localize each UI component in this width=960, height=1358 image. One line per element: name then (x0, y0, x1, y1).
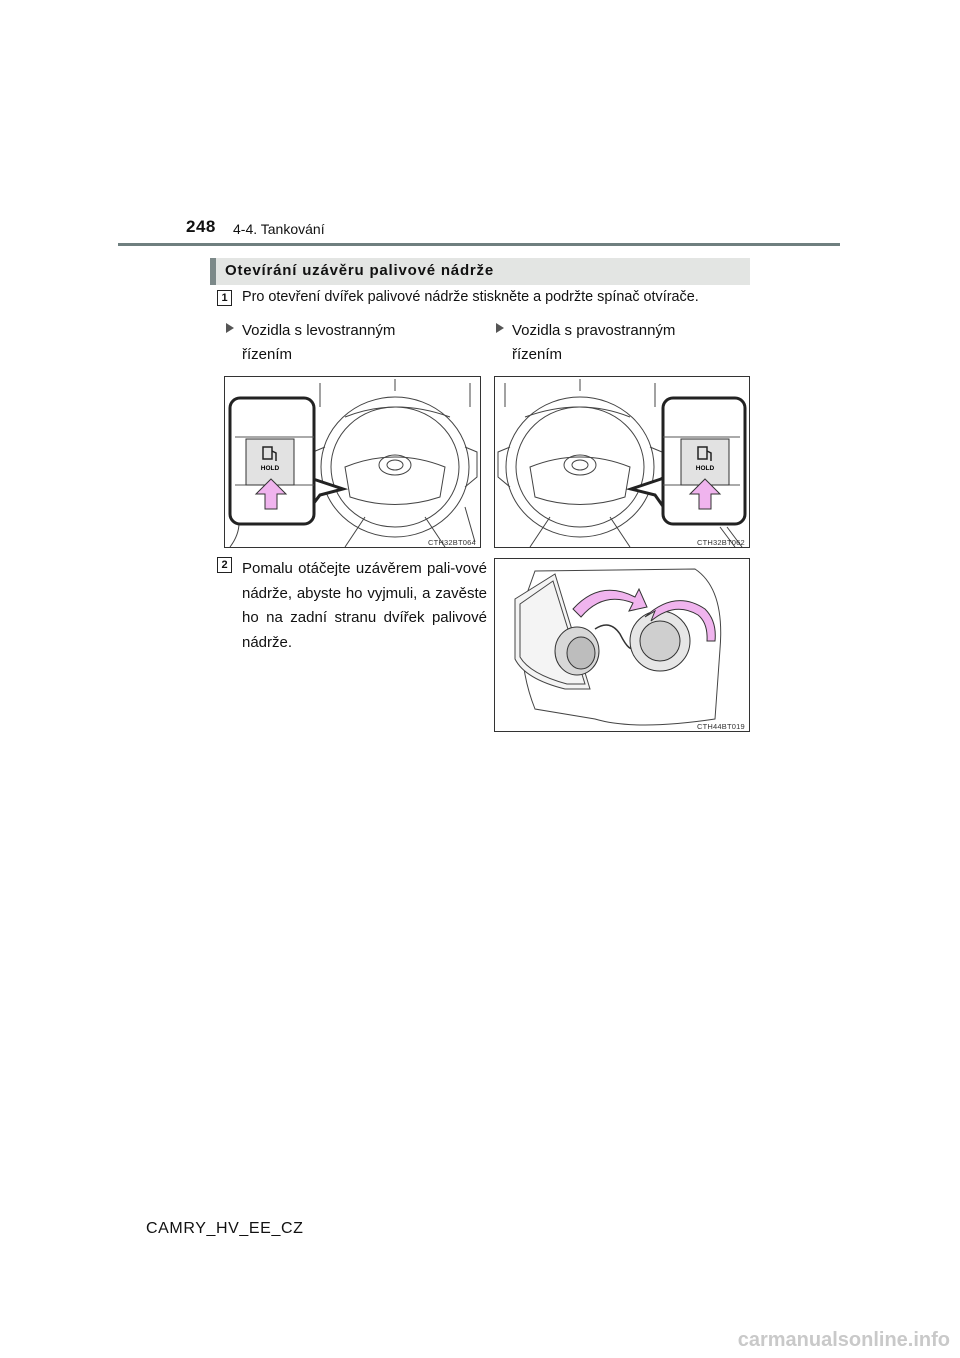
variant-right-drive (496, 319, 675, 367)
rotate-arrow-icon (573, 589, 647, 617)
removed-cap-icon (555, 627, 599, 675)
variant-left-drive (226, 319, 395, 367)
figure-right-drive (494, 376, 750, 548)
figure-code-right: CTH32BT062 (697, 538, 745, 547)
variant-right-label-2: řízením (512, 346, 563, 363)
document-footer: CAMRY_HV_EE_CZ (146, 1220, 304, 1237)
bullet-triangle-icon (496, 323, 504, 333)
watermark: carmanualsonline.info (737, 1329, 950, 1351)
hold-label: HOLD (695, 465, 715, 472)
heading-accent (210, 258, 216, 285)
step-1-badge: 1 (217, 290, 232, 306)
fuel-filler-icon (630, 611, 690, 671)
variant-left-label-2: řízením (242, 346, 293, 363)
dashboard-illustration-left (225, 377, 481, 548)
figure-fuel-cap (494, 558, 750, 732)
dashboard-illustration-right (495, 377, 750, 548)
variant-left-label-1: Vozidla s levostranným (242, 322, 396, 339)
section-title: 4-4. Tankování (233, 221, 325, 237)
heading-text: Otevírání uzávěru palivové nádrže (225, 262, 494, 279)
hold-label: HOLD (260, 465, 280, 472)
header-divider (118, 243, 840, 246)
page-number: 248 (186, 217, 216, 236)
tether-cord (595, 625, 635, 649)
figure-left-drive (224, 376, 481, 548)
fuel-cap-illustration (495, 559, 750, 732)
bullet-triangle-icon (226, 323, 234, 333)
section-heading (210, 258, 750, 285)
step-2-text: Pomalu otáčejte uzávěrem pali-vové nádrže, abyste ho vyjmuli, a zavěste ho na zadní stranu dvířek palivové nádrže. (242, 560, 487, 651)
figure-code-fuel-cap: CTH44BT019 (697, 722, 745, 731)
step-2-badge: 2 (217, 557, 232, 573)
variant-right-label-1: Vozidla s pravostranným (512, 322, 676, 339)
figure-code-left: CTH32BT064 (428, 538, 476, 547)
step-1-text: Pro otevření dvířek palivové nádrže stiskněte a podržte spínač otvírače. (242, 289, 699, 305)
